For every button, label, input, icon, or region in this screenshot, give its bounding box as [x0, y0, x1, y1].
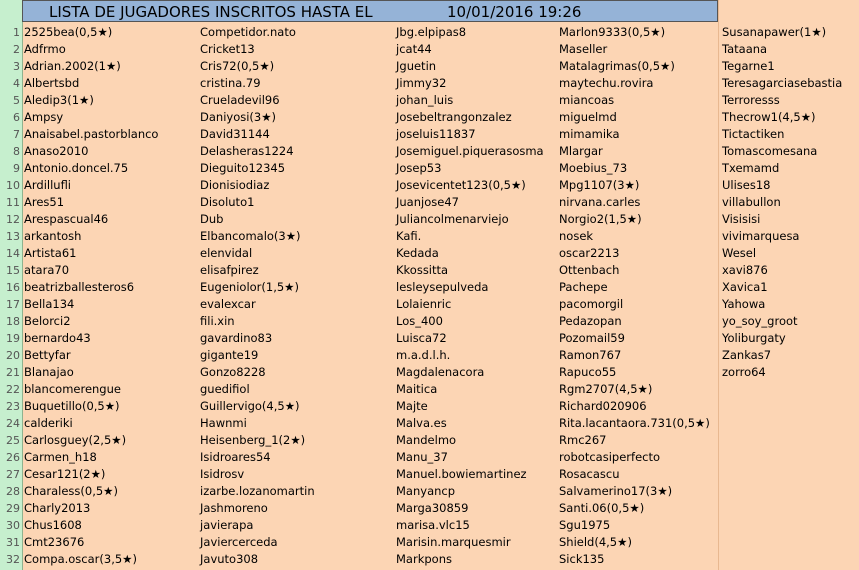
player-cell[interactable]: Susanapawer(1★) [722, 25, 827, 39]
player-cell[interactable]: Cricket13 [200, 42, 255, 56]
row-number[interactable]: 25 [6, 434, 20, 447]
row-number[interactable]: 21 [6, 366, 20, 379]
player-cell[interactable]: Josebeltrangonzalez [396, 110, 512, 124]
player-cell[interactable]: Jbg.elpipas8 [396, 25, 467, 39]
player-cell[interactable]: Malva.es [396, 416, 447, 430]
player-cell[interactable]: Artista61 [24, 246, 77, 260]
player-cell[interactable]: Lolaienric [396, 297, 452, 311]
row-number[interactable]: 30 [6, 519, 20, 532]
player-cell[interactable]: nosek [559, 229, 594, 243]
player-cell[interactable]: Manu_37 [396, 450, 448, 464]
player-cell[interactable]: Matalagrimas(0,5★) [559, 59, 675, 73]
player-cell[interactable]: 2525bea(0,5★) [24, 25, 113, 39]
player-cell[interactable]: Norgio2(1,5★) [559, 212, 642, 226]
row-number[interactable]: 6 [13, 111, 20, 124]
header-date: 10/01/2016 19:26 [447, 3, 582, 21]
row-number[interactable]: 28 [6, 485, 20, 498]
player-cell[interactable]: arkantosh [24, 229, 82, 243]
player-cell[interactable]: Chus1608 [24, 518, 82, 532]
player-cell[interactable]: izarbe.lozanomartin [200, 484, 315, 498]
row-number[interactable]: 32 [6, 553, 20, 566]
player-cell[interactable]: Ottenbach [559, 263, 620, 277]
player-cell[interactable]: guedifiol [200, 382, 250, 396]
player-cell[interactable]: marisa.vlc15 [396, 518, 470, 532]
player-cell[interactable]: Kafi. [396, 229, 422, 243]
player-cell[interactable]: Charly2013 [24, 501, 91, 515]
player-cell[interactable]: Josemiguel.piquerasosma [396, 144, 544, 158]
player-cell[interactable]: yo_soy_groot [722, 314, 798, 328]
player-cell[interactable]: joseluis11837 [396, 127, 476, 141]
player-cell[interactable]: David31144 [200, 127, 270, 141]
row-number[interactable]: 8 [13, 145, 20, 158]
row-number[interactable]: 19 [6, 332, 20, 345]
player-cell[interactable]: Teresagarciasebastia [722, 76, 843, 90]
player-cell[interactable]: miguelmd [559, 110, 617, 124]
player-cell[interactable]: m.a.d.l.h. [396, 348, 451, 362]
player-cell[interactable]: Pozomail59 [559, 331, 625, 345]
player-cell[interactable]: Zankas7 [722, 348, 772, 362]
player-cell[interactable]: Tictactiken [722, 127, 785, 141]
player-cell[interactable]: villabullon [722, 195, 781, 209]
player-cell[interactable]: Disoluto1 [200, 195, 255, 209]
player-cell[interactable]: Albertsbd [24, 76, 80, 90]
player-cell[interactable]: Magdalenacora [396, 365, 485, 379]
player-cell[interactable]: Bettyfar [24, 348, 71, 362]
row-number[interactable]: 3 [13, 60, 20, 73]
row-number[interactable]: 10 [6, 179, 20, 192]
player-cell[interactable]: Mlargar [559, 144, 603, 158]
row-number[interactable]: 27 [6, 468, 20, 481]
player-cell[interactable]: johan_luis [396, 93, 454, 107]
player-cell[interactable]: Kkossitta [396, 263, 449, 277]
player-cell[interactable]: Competidor.nato [200, 25, 296, 39]
player-cell[interactable]: Yoliburgaty [722, 331, 786, 345]
header-row [0, 0, 859, 24]
player-cell[interactable]: Visisisi [722, 212, 761, 226]
player-cell[interactable]: Maitica [396, 382, 438, 396]
row-number[interactable]: 7 [13, 128, 20, 141]
player-cell[interactable]: calderiki [24, 416, 73, 430]
row-number[interactable]: 4 [13, 77, 20, 90]
player-cell[interactable]: Pachepe [559, 280, 608, 294]
row-number[interactable]: 17 [6, 298, 20, 311]
player-cell[interactable]: Javiercerceda [200, 535, 278, 549]
player-cell[interactable]: Markpons [396, 552, 452, 566]
row-number[interactable]: 5 [13, 94, 20, 107]
player-cell[interactable]: cristina.79 [200, 76, 261, 90]
player-cell[interactable]: Elbancomalo(3★) [200, 229, 301, 243]
player-cell[interactable]: Los_400 [396, 314, 443, 328]
header-row-number-cell [0, 0, 23, 24]
player-cell[interactable]: Ampsy [24, 110, 64, 124]
player-cell[interactable]: Crueladevil96 [200, 93, 280, 107]
player-cell[interactable]: Manuel.bowiemartinez [396, 467, 527, 481]
player-cell[interactable]: Arespascual46 [24, 212, 109, 226]
player-cell[interactable]: Tomascomesana [722, 144, 818, 158]
row-number[interactable]: 22 [6, 383, 20, 396]
player-cell[interactable]: miancoas [559, 93, 615, 107]
player-cell[interactable]: Jashmoreno [200, 501, 268, 515]
player-cell[interactable]: Carlosguey(2,5★) [24, 433, 127, 447]
player-cell[interactable]: evalexcar [200, 297, 256, 311]
player-cell[interactable]: Txemamd [722, 161, 780, 175]
player-cell[interactable]: Thecrow1(4,5★) [722, 110, 816, 124]
player-cell[interactable]: Sgu1975 [559, 518, 611, 532]
player-cell[interactable]: beatrizballesteros6 [24, 280, 135, 294]
player-cell[interactable]: Richard020906 [559, 399, 647, 413]
player-cell[interactable]: Marlon9333(0,5★) [559, 25, 666, 39]
row-number-column [0, 24, 23, 570]
player-cell[interactable]: Rgm2707(4,5★) [559, 382, 653, 396]
player-cell[interactable]: Maseller [559, 42, 608, 56]
player-cell[interactable]: Sick135 [559, 552, 605, 566]
player-cell[interactable]: Compa.oscar(3,5★) [24, 552, 137, 566]
row-number[interactable]: 29 [6, 502, 20, 515]
player-cell[interactable]: Mpg1107(3★) [559, 178, 640, 192]
player-cell[interactable]: gigante19 [200, 348, 259, 362]
player-cell[interactable]: Marisin.marquesmir [396, 535, 511, 549]
player-cell[interactable]: Dionisiodiaz [200, 178, 270, 192]
player-cell[interactable]: Belorci2 [24, 314, 71, 328]
player-cell[interactable]: Adrian.2002(1★) [24, 59, 121, 73]
player-cell[interactable]: Dub [200, 212, 224, 226]
player-cell[interactable]: Rosacascu [559, 467, 620, 481]
player-cell[interactable]: Charaless(0,5★) [24, 484, 118, 498]
player-cell[interactable]: Adfrmo [24, 42, 66, 56]
row-number[interactable]: 14 [6, 247, 20, 260]
player-cell[interactable]: elenvidal [200, 246, 253, 260]
player-cell[interactable]: Tataana [722, 42, 768, 56]
player-cell[interactable]: Shield(4,5★) [559, 535, 632, 549]
player-cell[interactable]: javierapa [200, 518, 254, 532]
player-cell[interactable]: Eugeniolor(1,5★) [200, 280, 299, 294]
player-cell[interactable]: Isidroares54 [200, 450, 271, 464]
player-cell[interactable]: Manyancp [396, 484, 456, 498]
player-column-5 [722, 24, 858, 570]
player-cell[interactable]: Wesel [722, 246, 757, 260]
player-cell[interactable]: Hawnmi [200, 416, 247, 430]
header-title: LISTA DE JUGADORES INSCRITOS HASTA EL [49, 3, 373, 21]
row-number[interactable]: 31 [6, 536, 20, 549]
player-cell[interactable]: Kedada [396, 246, 439, 260]
player-cell[interactable]: maytechu.rovira [559, 76, 654, 90]
player-cell[interactable]: Josevicentet123(0,5★) [396, 178, 526, 192]
player-cell[interactable]: atara70 [24, 263, 70, 277]
player-cell[interactable]: Rapuco55 [559, 365, 617, 379]
row-number[interactable]: 13 [6, 230, 20, 243]
player-cell[interactable]: Blanajao [24, 365, 74, 379]
player-cell[interactable]: Aledip3(1★) [24, 93, 94, 107]
player-column-2 [200, 24, 390, 570]
player-cell[interactable]: Heisenberg_1(2★) [200, 433, 306, 447]
player-cell[interactable]: Antonio.doncel.75 [24, 161, 129, 175]
player-cell[interactable]: xavi876 [722, 263, 768, 277]
grid-line [718, 0, 719, 570]
player-cell[interactable]: Carmen_h18 [24, 450, 97, 464]
player-cell[interactable]: Marga30859 [396, 501, 469, 515]
player-cell[interactable]: Isidrosv [200, 467, 245, 481]
player-cell[interactable]: Tegarne1 [722, 59, 775, 73]
row-number[interactable]: 26 [6, 451, 20, 464]
player-cell[interactable]: Moebius_73 [559, 161, 628, 175]
player-cell[interactable]: vivimarquesa [722, 229, 800, 243]
player-cell[interactable]: Cmt23676 [24, 535, 85, 549]
player-cell[interactable]: nirvana.carles [559, 195, 641, 209]
row-number[interactable]: 18 [6, 315, 20, 328]
player-cell[interactable]: mimamika [559, 127, 620, 141]
player-cell[interactable]: Javuto308 [200, 552, 259, 566]
player-cell[interactable]: Bella134 [24, 297, 75, 311]
player-cell[interactable]: bernardo43 [24, 331, 91, 345]
row-number[interactable]: 23 [6, 400, 20, 413]
player-cell[interactable]: Yahowa [722, 297, 766, 311]
player-cell[interactable]: Pedazopan [559, 314, 622, 328]
row-number[interactable]: 9 [13, 162, 20, 175]
row-number[interactable]: 1 [13, 26, 20, 39]
player-cell[interactable]: Cris72(0,5★) [200, 59, 275, 73]
player-cell[interactable]: blancomerengue [24, 382, 121, 396]
player-cell[interactable]: Ramon767 [559, 348, 622, 362]
player-cell[interactable]: Josep53 [396, 161, 442, 175]
row-number[interactable]: 12 [6, 213, 20, 226]
player-cell[interactable]: Ares51 [24, 195, 65, 209]
player-cell[interactable]: Luisca72 [396, 331, 447, 345]
player-cell[interactable]: jcat44 [396, 42, 432, 56]
row-number[interactable]: 15 [6, 264, 20, 277]
player-cell[interactable]: robotcasiperfecto [559, 450, 661, 464]
player-cell[interactable]: Ardillufli [24, 178, 72, 192]
player-cell[interactable]: Delasheras1224 [200, 144, 294, 158]
row-number[interactable]: 24 [6, 417, 20, 430]
player-cell[interactable]: Terroresss [722, 93, 780, 107]
player-column-3 [396, 24, 556, 570]
player-cell[interactable]: Salvamerino17(3★) [559, 484, 673, 498]
player-cell[interactable]: Anaisabel.pastorblanco [24, 127, 159, 141]
player-cell[interactable]: Ulises18 [722, 178, 771, 192]
header-band[interactable] [22, 0, 718, 22]
player-cell[interactable]: Rmc267 [559, 433, 607, 447]
player-cell[interactable]: Buquetillo(0,5★) [24, 399, 120, 413]
row-number[interactable]: 20 [6, 349, 20, 362]
player-cell[interactable]: gavardino83 [200, 331, 273, 345]
player-cell[interactable]: lesleysepulveda [396, 280, 489, 294]
player-column-1 [24, 24, 196, 570]
player-cell[interactable]: Gonzo8228 [200, 365, 266, 379]
player-cell[interactable]: fili.xin [200, 314, 235, 328]
player-cell[interactable]: Anaso2010 [24, 144, 89, 158]
player-column-4 [559, 24, 719, 570]
player-cell[interactable]: Santi.06(0,5★) [559, 501, 645, 515]
player-cell[interactable]: oscar2213 [559, 246, 620, 260]
row-number[interactable]: 11 [6, 196, 20, 209]
player-cell[interactable]: pacomorgil [559, 297, 624, 311]
player-cell[interactable]: zorro64 [722, 365, 766, 379]
row-number[interactable]: 16 [6, 281, 20, 294]
player-cell[interactable]: Guillervigo(4,5★) [200, 399, 300, 413]
player-cell[interactable]: Mandelmo [396, 433, 457, 447]
player-cell[interactable]: Majte [396, 399, 428, 413]
player-cell[interactable]: Dieguito12345 [200, 161, 286, 175]
player-cell[interactable]: Jguetin [396, 59, 437, 73]
player-cell[interactable]: Juliancolmenarviejo [396, 212, 509, 226]
player-cell[interactable]: Cesar121(2★) [24, 467, 106, 481]
player-cell[interactable]: elisafpirez [200, 263, 259, 277]
player-cell[interactable]: Xavica1 [722, 280, 768, 294]
player-cell[interactable]: Juanjose47 [396, 195, 459, 209]
row-number[interactable]: 2 [13, 43, 20, 56]
player-cell[interactable]: Rita.lacantaora.731(0,5★) [559, 416, 710, 430]
player-cell[interactable]: Daniyosi(3★) [200, 110, 277, 124]
player-cell[interactable]: Jimmy32 [396, 76, 447, 90]
